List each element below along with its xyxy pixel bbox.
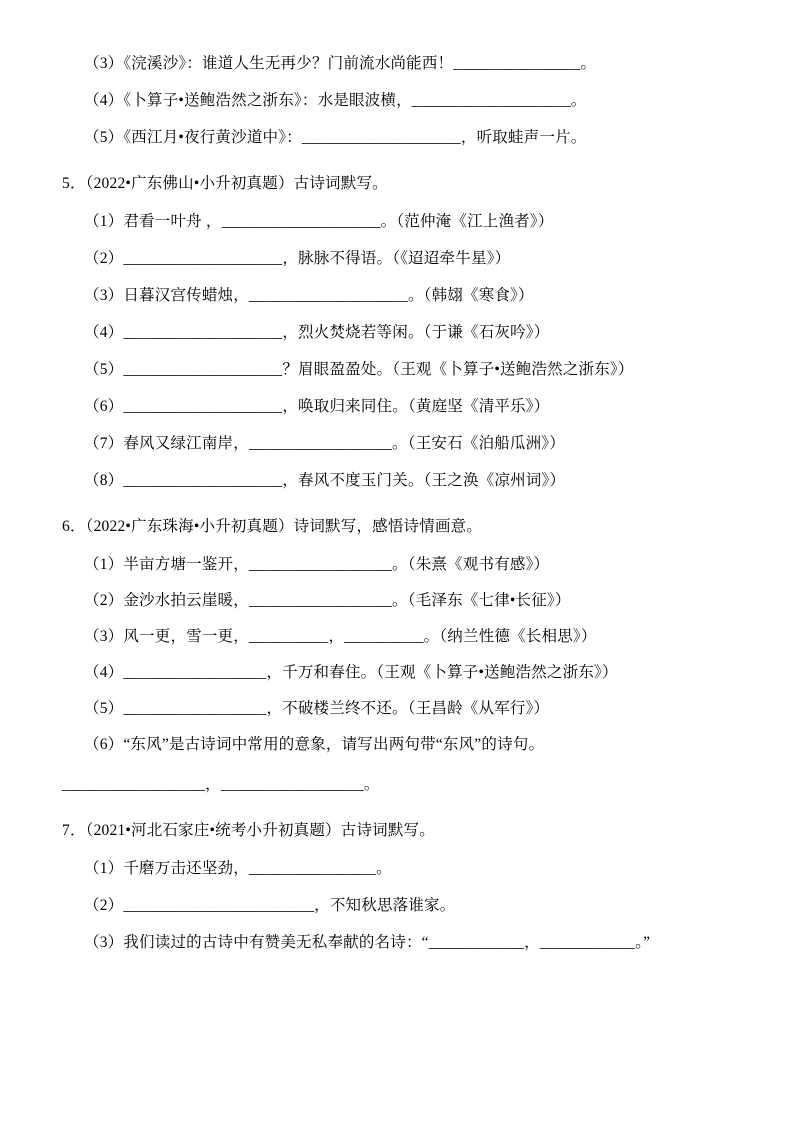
question-line: （7）春风又绿江南岸，__________________。（王安石《泊船瓜洲》） bbox=[84, 435, 565, 453]
question-line: （2）____________________，脉脉不得语。（《迢迢牵牛星》） bbox=[84, 250, 511, 268]
question-heading-6: 6．（2022•广东珠海•小升初真题）诗词默写，感悟诗情画意。 bbox=[62, 518, 483, 536]
question-line: （3）我们读过的古诗中有赞美无私奉献的名诗：“____________，____________。” bbox=[84, 934, 651, 952]
question-line: （6）“东风”是古诗词中常用的意象，请写出两句带“东风”的诗句。 bbox=[84, 736, 545, 754]
question-line: （1）半亩方塘一鉴开，__________________。（朱熹《观书有感》） bbox=[84, 556, 550, 574]
question-line: （4）《卜算子•送鲍浩然之浙东》：水是眼波横，____________________。 bbox=[84, 92, 587, 110]
question-line: （4）__________________，千万和春住。（王观《卜算子•送鲍浩然之浙东》） bbox=[84, 664, 618, 682]
question-heading-7: 7．（2021•河北石家庄•统考小升初真题）古诗词默写。 bbox=[62, 822, 435, 840]
question-line: （5）____________________？眉眼盈盈处。（王观《卜算子•送鲍浩然之浙东》） bbox=[84, 361, 634, 379]
question-line: （1）千磨万击还坚劲，________________。 bbox=[84, 860, 392, 878]
question-line: （5）《西江月•夜行黄沙道中》：____________________，听取蛙声一片。 bbox=[84, 129, 587, 147]
question-line: （8）____________________，春风不度玉门关。（王之涣《凉州词》） bbox=[84, 472, 566, 490]
question-line: （3）日暮汉宫传蜡烛，____________________。（韩翃《寒食》） bbox=[84, 287, 534, 305]
question-line: （5）__________________，不破楼兰终不还。（王昌龄《从军行》） bbox=[84, 700, 550, 718]
question-heading-5: 5．（2022•广东佛山•小升初真题）古诗词默写。 bbox=[62, 175, 388, 193]
question-line: （2）金沙水拍云崖暖，__________________。（毛泽东《七律•长征》） bbox=[84, 592, 571, 610]
question-line: （3）《浣溪沙》：谁道人生无再少？门前流水尚能西！________________。 bbox=[84, 55, 597, 72]
question-line: （1）君看一叶舟 ，____________________。（范仲淹《江上渔者》） bbox=[84, 213, 554, 231]
question-line: （4）____________________，烈火焚烧若等闲。（于谦《石灰吟》） bbox=[84, 324, 550, 342]
question-line: （3）风一更，雪一更，__________，__________。（纳兰性德《长相思》） bbox=[84, 628, 597, 646]
answer-blank-line[interactable]: __________________，__________________。 bbox=[62, 776, 380, 794]
question-line: （6）____________________，唤取归来同住。（黄庭坚《清平乐》） bbox=[84, 398, 550, 416]
question-line: （2）________________________，不知秋思落谁家。 bbox=[84, 897, 456, 915]
